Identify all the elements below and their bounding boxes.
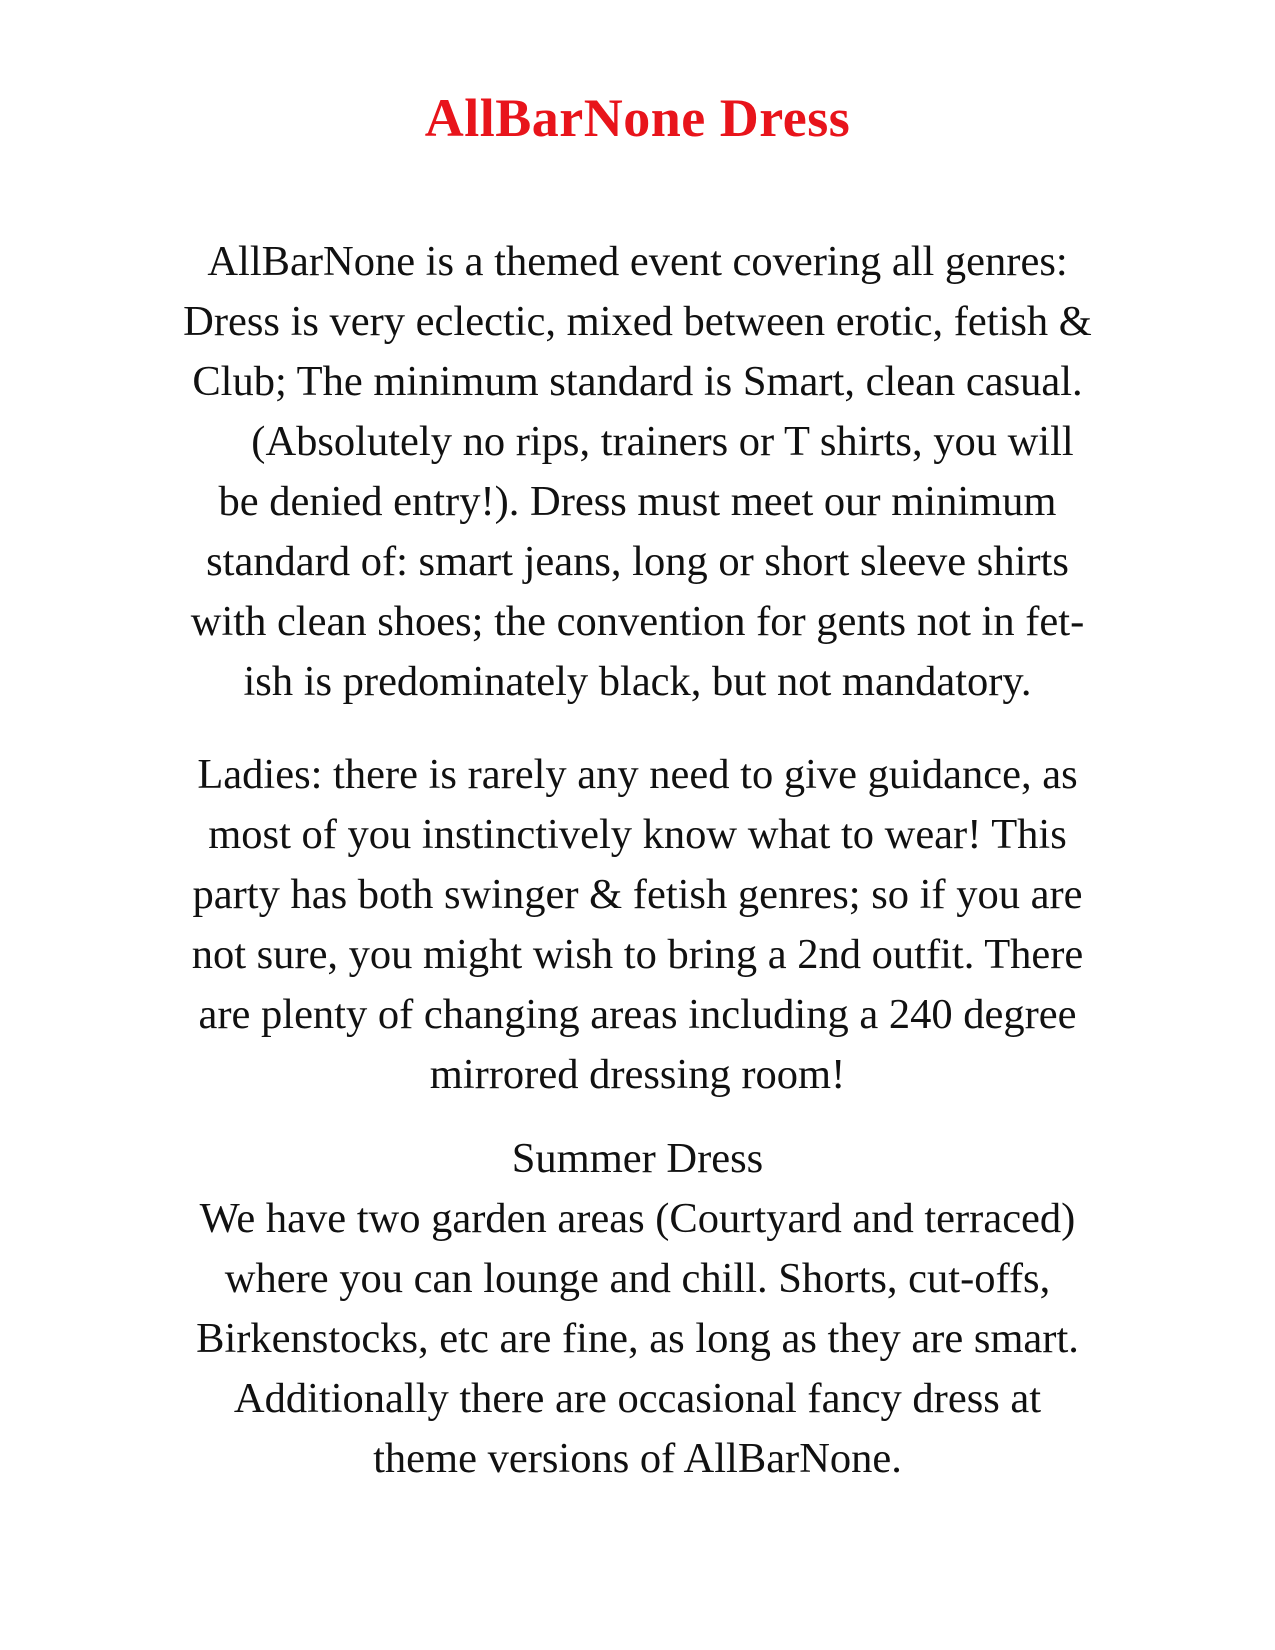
paragraph-line: standard of: smart jeans, long or short sleeve shirts	[206, 538, 1069, 585]
paragraph-line: (Absolutely no rips, trainers or T shirts, you will	[251, 418, 1074, 465]
paragraph-line: Club; The minimum standard is Smart, clean casual.	[192, 358, 1083, 405]
paragraph-line: with clean shoes; the convention for gents not in fet-	[190, 598, 1085, 645]
paragraph-line: Additionally there are occasional fancy dress at	[233, 1375, 1042, 1422]
ladies-dress-paragraph	[60, 745, 1215, 1105]
paragraph-line: most of you instinctively know what to wear! This	[208, 811, 1067, 858]
paragraph-line: be denied entry!). Dress must meet our minimum	[218, 478, 1057, 525]
paragraph-line: party has both swinger & fetish genres; so if you are	[192, 871, 1083, 918]
general-dress-paragraph	[60, 232, 1215, 712]
page-title: AllBarNone Dress	[424, 88, 851, 148]
paragraph-line: Dress is very eclectic, mixed between erotic, fetish &	[183, 298, 1092, 345]
paragraph-line: are plenty of changing areas including a 240 degree	[198, 991, 1077, 1038]
paragraph-line: mirrored dressing room!	[429, 1051, 846, 1098]
paragraph-line: theme versions of AllBarNone.	[373, 1435, 902, 1482]
paragraph-line: Birkenstocks, etc are fine, as long as they are smart.	[196, 1315, 1079, 1362]
summer-dress-heading: Summer Dress	[511, 1135, 764, 1182]
paragraph-line: AllBarNone is a themed event covering all genres:	[207, 238, 1068, 285]
paragraph-line: not sure, you might wish to bring a 2nd outfit. There	[191, 931, 1084, 978]
paragraph-line: ish is predominately black, but not mandatory.	[243, 658, 1032, 705]
paragraph-line: Ladies: there is rarely any need to give guidance, as	[197, 751, 1078, 798]
summer-dress-paragraph	[60, 1129, 1215, 1489]
paragraph-line: We have two garden areas (Courtyard and terraced)	[199, 1195, 1076, 1242]
paragraph-line: where you can lounge and chill. Shorts, cut-offs,	[224, 1255, 1051, 1302]
